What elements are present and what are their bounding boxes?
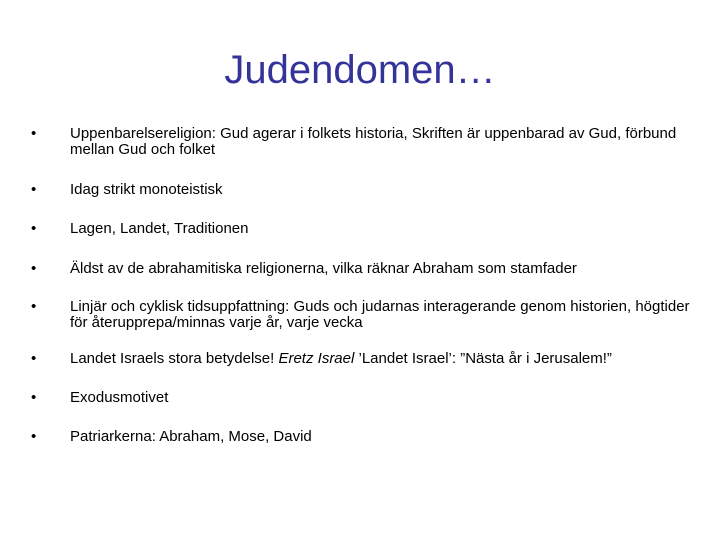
bullet-text: Lagen, Landet, Traditionen <box>70 220 249 237</box>
slide-title: Judendomen… <box>224 48 496 92</box>
bullet-text: Idag strikt monoteistisk <box>70 181 223 198</box>
bullet-text: Uppenbarelsereligion: Gud agerar i folkets historia, Skriften är uppenbarad av Gud, förbund mellan Gud och folket <box>70 125 677 158</box>
bullet-text-rich <box>70 351 700 367</box>
bullet-marker: • <box>31 181 37 198</box>
bullet-text: Exodusmotivet <box>70 389 169 406</box>
bullet-marker: • <box>31 298 37 315</box>
bullet-text-part: Landet Israels stora betydelse! <box>70 350 279 367</box>
bullet-text: Patriarkerna: Abraham, Mose, David <box>70 428 312 445</box>
bullet-marker: • <box>31 428 37 445</box>
bullet-marker: • <box>31 389 37 406</box>
bullet-marker: • <box>31 220 37 237</box>
bullet-text: Linjär och cyklisk tidsuppfattning: Guds och judarnas interagerande genom historien, högtider för återupprepa/minnas varje år, varje vecka <box>70 298 690 331</box>
bullet-text-part: ’Landet Israel’: ”Nästa år i Jerusalem!” <box>354 350 612 367</box>
bullet-marker: • <box>31 350 37 367</box>
bullet-marker: • <box>31 260 37 277</box>
bullet-text: Äldst av de abrahamitiska religionerna, vilka räknar Abraham som stamfader <box>70 260 577 277</box>
bullet-text-italic: Eretz Israel <box>278 350 355 367</box>
bullet-marker: • <box>31 125 37 142</box>
